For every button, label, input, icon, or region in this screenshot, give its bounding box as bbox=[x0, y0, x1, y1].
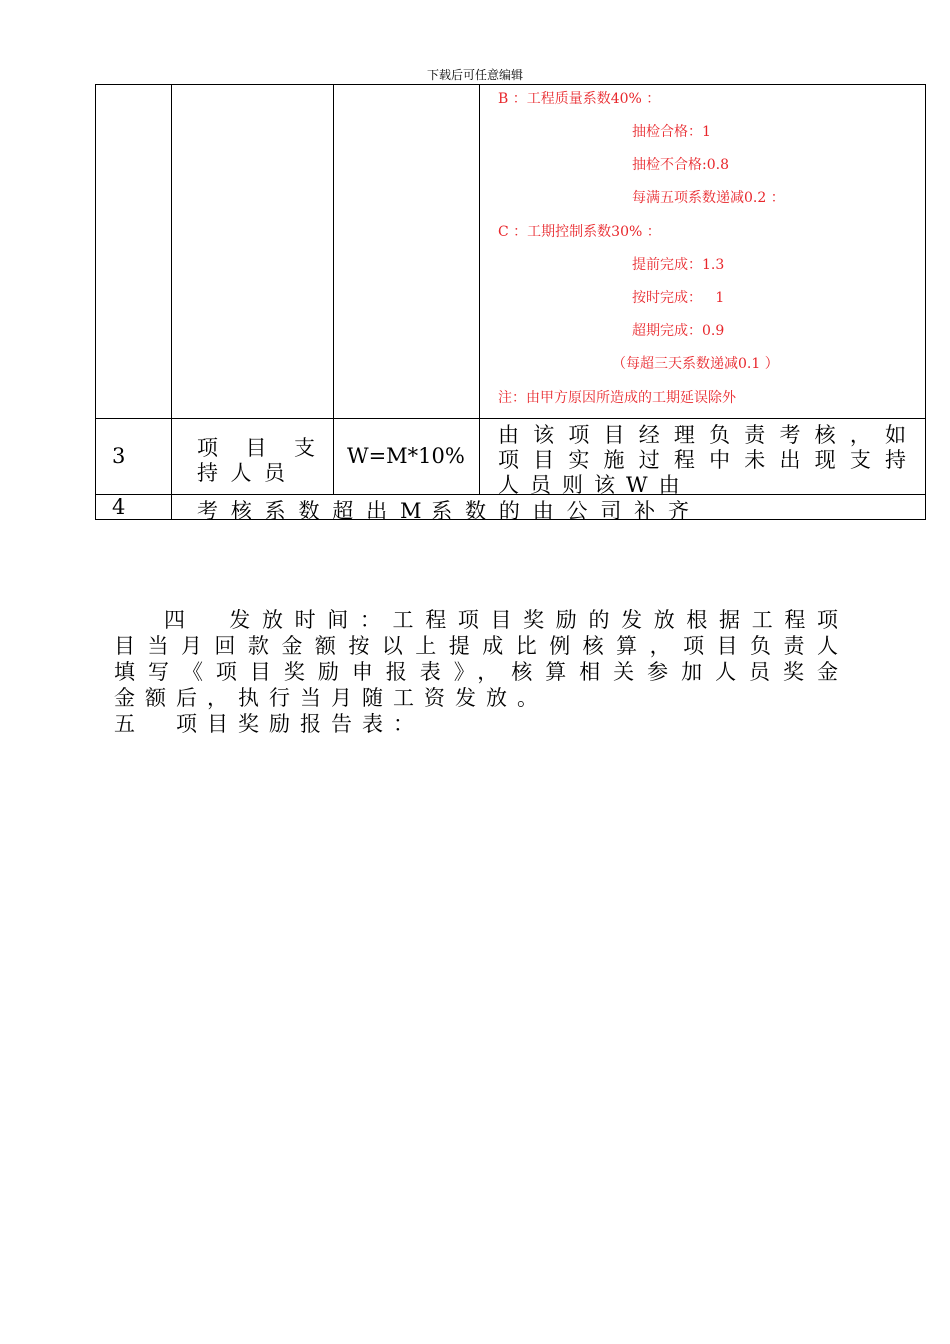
quality-item-decrement: 每满五项系数递减0.2 ： bbox=[632, 190, 785, 206]
quality-item-pass: 抽检合格：1 bbox=[632, 124, 711, 140]
schedule-item-late: 超期完成：0.9 bbox=[632, 323, 725, 339]
row3-role-line1: 项 目 支 bbox=[197, 436, 315, 460]
quality-item-fail: 抽检不合格:0.8 bbox=[632, 157, 729, 173]
table-border-top bbox=[95, 84, 926, 85]
schedule-decrement-note: （每超三天系数递减0.1 ） bbox=[612, 356, 779, 372]
quality-coefficient-title: B ：工程质量系数40% ： bbox=[498, 91, 661, 107]
row3-number: 3 bbox=[112, 444, 126, 468]
row3-role-line2: 持 人 员 bbox=[197, 461, 285, 485]
row4-number: 4 bbox=[112, 495, 126, 519]
table-column-divider bbox=[479, 84, 480, 495]
row4-text: 考 核 系 数 超 出 M 系 数 的 由 公 司 补 齐 bbox=[197, 499, 689, 523]
payment-time-line2: 目当月回款金额按以上提成比例核算，项目负责人 bbox=[114, 634, 838, 658]
page-header: 下载后可任意编辑 bbox=[426, 68, 523, 82]
row3-desc-line2: 项目实施过程中未出现支持 bbox=[498, 448, 906, 472]
schedule-item-ontime: 按时完成： 1 bbox=[632, 290, 725, 306]
schedule-item-early: 提前完成：1.3 bbox=[632, 257, 725, 273]
report-form-heading: 五 项目奖励报告表： bbox=[114, 712, 424, 736]
table-border-left bbox=[95, 84, 96, 520]
payment-time-line3: 填写《项目奖励申报表》，核算相关参加人员奖金 bbox=[114, 660, 838, 684]
table-column-divider bbox=[333, 84, 334, 495]
row3-desc-line1: 由该项目经理负责考核，如 bbox=[498, 423, 906, 447]
table-border-right bbox=[925, 84, 926, 520]
delay-exemption-note: 注：由甲方原因所造成的工期延误除外 bbox=[498, 390, 736, 406]
schedule-coefficient-title: C ：工期控制系数30% ： bbox=[498, 224, 661, 240]
row3-desc-line3: 人员则该W由 bbox=[498, 473, 691, 497]
payment-time-line1: 四 发放时间：工程项目奖励的发放根据工程项 bbox=[164, 608, 838, 632]
row3-formula: W=M*10% bbox=[347, 444, 465, 468]
table-column-divider bbox=[171, 84, 172, 520]
payment-time-line4: 金额后，执行当月随工资发放。 bbox=[114, 686, 548, 710]
